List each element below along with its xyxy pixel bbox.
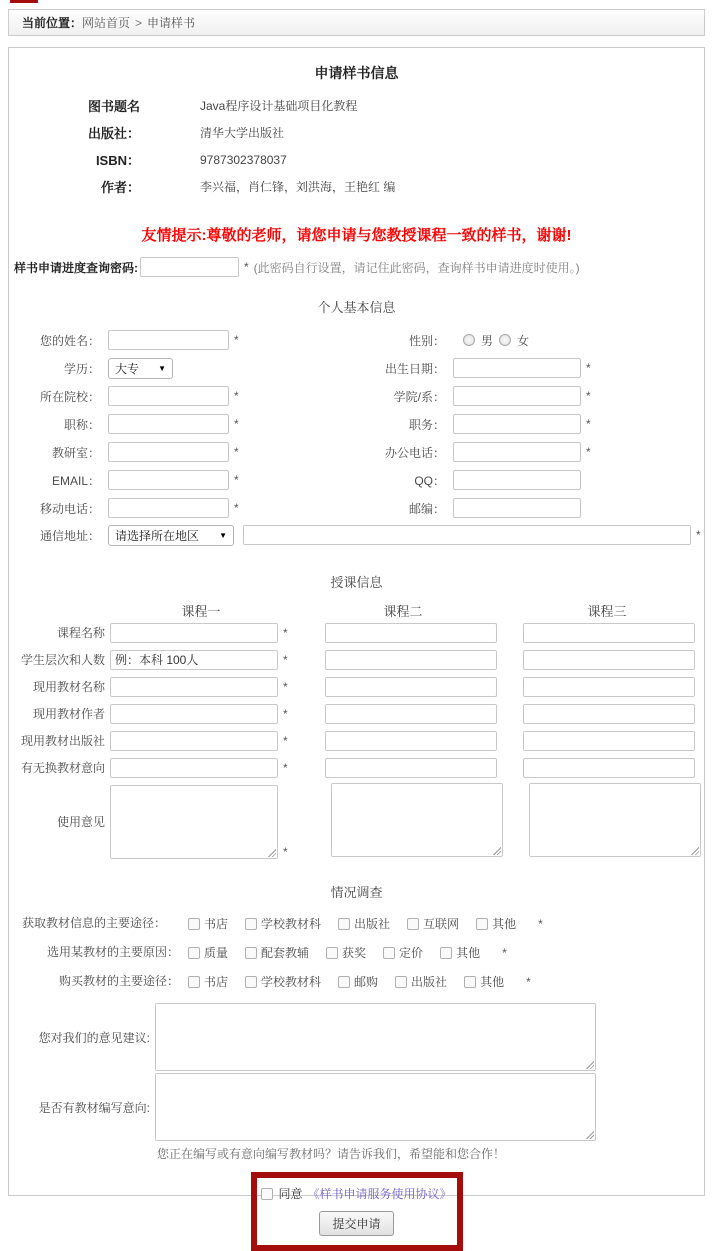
friendly-notice: 友情提示:尊敬的老师，请您申请与您教授课程一致的样书，谢谢!: [141, 227, 572, 244]
postcode-label: 邮编：: [408, 501, 445, 516]
office-phone-input[interactable]: [453, 442, 581, 462]
cb-buy-mail[interactable]: [338, 976, 350, 988]
email-label: EMAIL：: [51, 473, 100, 488]
query-password-input[interactable]: [140, 257, 239, 277]
survey-rows: [9, 909, 704, 996]
course2-switch-input[interactable]: [325, 758, 497, 778]
required-mark: *: [283, 652, 288, 667]
cb-info-school[interactable]: [245, 918, 257, 930]
query-password-row: [9, 255, 704, 279]
cb-buy-school[interactable]: [245, 976, 257, 988]
course2-students-input[interactable]: [325, 650, 497, 670]
isbn-row: [9, 146, 704, 173]
cb-buy-other-label: 其他: [480, 975, 505, 989]
course-column-headers: [9, 601, 704, 619]
cb-info-internet[interactable]: [407, 918, 419, 930]
query-password-note: (此密码自行设置，请记住此密码，查询样书申请进度时使用。): [253, 260, 580, 275]
course3-textbook-input[interactable]: [523, 677, 695, 697]
mobile-label: 移动电话：: [39, 501, 100, 516]
cb-info-press[interactable]: [338, 918, 350, 930]
gender-male-option: 男: [481, 333, 494, 348]
publisher-label: 出版社：: [87, 126, 140, 141]
cb-reason-price-label: 定价: [399, 946, 424, 960]
gender-female-option: 女: [517, 333, 530, 348]
required-mark: *: [234, 417, 239, 431]
agreement-link[interactable]: 《样书申请服务使用协议》: [307, 1187, 452, 1201]
writing-intent-label: 是否有教材编写意向:: [38, 1100, 150, 1115]
course1-author-input[interactable]: [110, 704, 278, 724]
course2-comments-textarea[interactable]: [331, 783, 503, 857]
required-mark: *: [244, 260, 249, 274]
required-mark: *: [696, 528, 701, 542]
required-mark: *: [502, 945, 507, 960]
cb-info-bookstore[interactable]: [188, 918, 200, 930]
mobile-input[interactable]: [108, 498, 229, 518]
cb-info-other[interactable]: [476, 918, 488, 930]
cb-reason-quality[interactable]: [188, 947, 200, 959]
course2-publisher-input[interactable]: [325, 731, 497, 751]
isbn-value: 9787302378037: [200, 152, 287, 167]
publisher-value: 清华大学出版社: [200, 126, 285, 140]
course1-publisher-input[interactable]: [110, 731, 278, 751]
personal-info-grid: [9, 326, 704, 548]
course1-name-input[interactable]: [110, 623, 278, 643]
gender-label: 性别：: [408, 333, 445, 348]
required-mark: *: [586, 389, 591, 403]
cb-reason-materials[interactable]: [245, 947, 257, 959]
cb-reason-award-label: 获奖: [342, 946, 367, 960]
student-level-label: 学生层次和人数: [20, 653, 105, 667]
course3-header: 课程三: [587, 604, 627, 619]
title-label: 职称：: [63, 417, 100, 432]
course3-publisher-input[interactable]: [523, 731, 695, 751]
gender-male-radio[interactable]: [463, 334, 475, 346]
current-textbook-label: 现用教材名称: [32, 680, 105, 694]
required-mark: *: [526, 974, 531, 989]
course2-textbook-input[interactable]: [325, 677, 497, 697]
cb-info-press-label: 出版社: [354, 917, 391, 931]
course-section-title: 授课信息: [330, 575, 383, 590]
education-select[interactable]: [108, 358, 173, 379]
required-mark: *: [234, 389, 239, 403]
course2-name-input[interactable]: [325, 623, 497, 643]
breadcrumb: [8, 9, 705, 36]
cb-buy-school-label: 学校教材科: [261, 975, 322, 989]
required-mark: *: [283, 679, 288, 694]
submit-button[interactable]: 提交申请: [319, 1211, 393, 1236]
required-mark: *: [586, 361, 591, 375]
gender-female-radio[interactable]: [499, 334, 511, 346]
qq-label: QQ：: [414, 473, 445, 488]
cb-buy-press-label: 出版社: [411, 975, 448, 989]
course1-switch-input[interactable]: [110, 758, 278, 778]
cb-info-other-label: 其他: [492, 917, 517, 931]
page-top-fragment: [10, 0, 38, 3]
cb-buy-bookstore-label: 书店: [204, 975, 229, 989]
form-panel: [8, 47, 705, 1231]
choose-reason-label: 选用某教材的主要原因：: [46, 945, 179, 959]
required-mark: *: [234, 333, 239, 347]
book-info: [9, 92, 704, 200]
cb-reason-price[interactable]: [383, 947, 395, 959]
research-office-label: 教研室：: [51, 445, 100, 460]
office-phone-label: 办公电话：: [384, 445, 445, 460]
agree-checkbox[interactable]: [261, 1188, 273, 1200]
agree-label: 同意: [278, 1187, 303, 1201]
education-select-value: 大专: [115, 361, 140, 376]
cooperation-hint: 您正在编写或有意向编写教材吗？请告诉我们，希望能和您合作！: [157, 1147, 506, 1161]
course1-header: 课程一: [181, 604, 221, 619]
course-name-label: 课程名称: [56, 626, 105, 640]
cb-reason-other[interactable]: [440, 947, 452, 959]
required-mark: *: [283, 733, 288, 748]
name-label: 您的姓名：: [39, 333, 100, 348]
course1-textbook-input[interactable]: [110, 677, 278, 697]
research-office-input[interactable]: [108, 442, 229, 462]
course3-name-input[interactable]: [523, 623, 695, 643]
required-mark: *: [538, 916, 543, 931]
page-title: 申请样书信息: [314, 65, 399, 81]
cb-reason-quality-label: 质量: [204, 946, 229, 960]
publisher-row: [9, 119, 704, 146]
required-mark: *: [283, 844, 288, 859]
birthdate-input[interactable]: [453, 358, 581, 378]
education-label: 学历：: [63, 361, 100, 376]
position-input[interactable]: [453, 414, 581, 434]
cb-buy-press[interactable]: [395, 976, 407, 988]
required-mark: *: [283, 706, 288, 721]
cb-buy-bookstore[interactable]: [188, 976, 200, 988]
required-mark: *: [586, 445, 591, 459]
suggestions-label: 您对我们的意见建议:: [38, 1030, 150, 1045]
author-value: 李兴福，肖仁锋，刘洪海，王艳红 编: [200, 180, 396, 194]
cb-info-internet-label: 互联网: [423, 917, 460, 931]
cb-info-school-label: 学校教材科: [261, 917, 322, 931]
required-mark: *: [234, 445, 239, 459]
query-password-label: 样书申请进度查询密码:: [14, 260, 138, 275]
birthdate-label: 出生日期：: [384, 361, 445, 376]
cb-reason-materials-label: 配套教辅: [261, 946, 310, 960]
info-channel-label: 获取教材信息的主要途径：: [21, 916, 166, 930]
required-mark: *: [234, 473, 239, 487]
author-row: [9, 173, 704, 200]
highlight-annotation-box: [251, 1172, 463, 1251]
textbook-author-label: 现用教材作者: [32, 707, 105, 721]
breadcrumb-prefix: 当前位置：: [22, 16, 83, 30]
required-mark: *: [283, 760, 288, 775]
department-input[interactable]: [453, 386, 581, 406]
cb-buy-mail-label: 邮购: [354, 975, 379, 989]
course3-switch-input[interactable]: [523, 758, 695, 778]
cb-info-bookstore-label: 书店: [204, 917, 229, 931]
breadcrumb-separator: >: [135, 15, 143, 30]
school-label: 所在院校：: [39, 389, 100, 404]
course1-comments-textarea[interactable]: [110, 785, 278, 859]
course2-header: 课程二: [383, 604, 423, 619]
dropdown-arrow-icon: ▼: [219, 530, 227, 540]
course1-students-input[interactable]: [110, 650, 278, 670]
course3-author-input[interactable]: [523, 704, 695, 724]
suggestions-textarea[interactable]: [155, 1003, 596, 1071]
course2-author-input[interactable]: [325, 704, 497, 724]
book-title-value: Java程序设计基础项目化教程: [200, 99, 358, 113]
textbook-publisher-label: 现用教材出版社: [20, 734, 105, 748]
course3-comments-textarea[interactable]: [529, 783, 701, 857]
survey-section-title: 情况调查: [330, 885, 383, 900]
department-label: 学院/系：: [393, 389, 445, 404]
cb-reason-other-label: 其他: [456, 946, 481, 960]
required-mark: *: [283, 625, 288, 640]
usage-comment-label: 使用意见: [56, 815, 105, 829]
switch-intent-label: 有无换教材意向: [20, 761, 105, 775]
breadcrumb-current: 申请样书: [147, 16, 196, 30]
region-select-value: 请选择所在地区: [115, 528, 200, 543]
position-label: 职务：: [408, 417, 445, 432]
cb-reason-award[interactable]: [326, 947, 338, 959]
region-select[interactable]: [108, 525, 234, 546]
personal-section-title: 个人基本信息: [317, 300, 396, 315]
isbn-label: ISBN：: [95, 153, 140, 168]
book-title-label: 图书题名: [87, 99, 140, 114]
email-input[interactable]: [108, 470, 229, 490]
cb-buy-other[interactable]: [464, 976, 476, 988]
address-label: 通信地址：: [39, 528, 100, 543]
course3-students-input[interactable]: [523, 650, 695, 670]
writing-intent-textarea[interactable]: [155, 1073, 596, 1141]
book-title-row: [9, 92, 704, 119]
required-mark: *: [234, 501, 239, 515]
dropdown-arrow-icon: ▼: [158, 363, 166, 373]
school-input[interactable]: [108, 386, 229, 406]
postcode-input[interactable]: [453, 498, 581, 518]
address-input[interactable]: [243, 525, 691, 545]
required-mark: *: [586, 417, 591, 431]
author-label: 作者：: [100, 180, 140, 195]
title-input[interactable]: [108, 414, 229, 434]
breadcrumb-home-link[interactable]: 网站首页: [82, 16, 131, 30]
qq-input[interactable]: [453, 470, 581, 490]
buy-channel-label: 购买教材的主要途径：: [58, 974, 179, 988]
name-input[interactable]: [108, 330, 229, 350]
